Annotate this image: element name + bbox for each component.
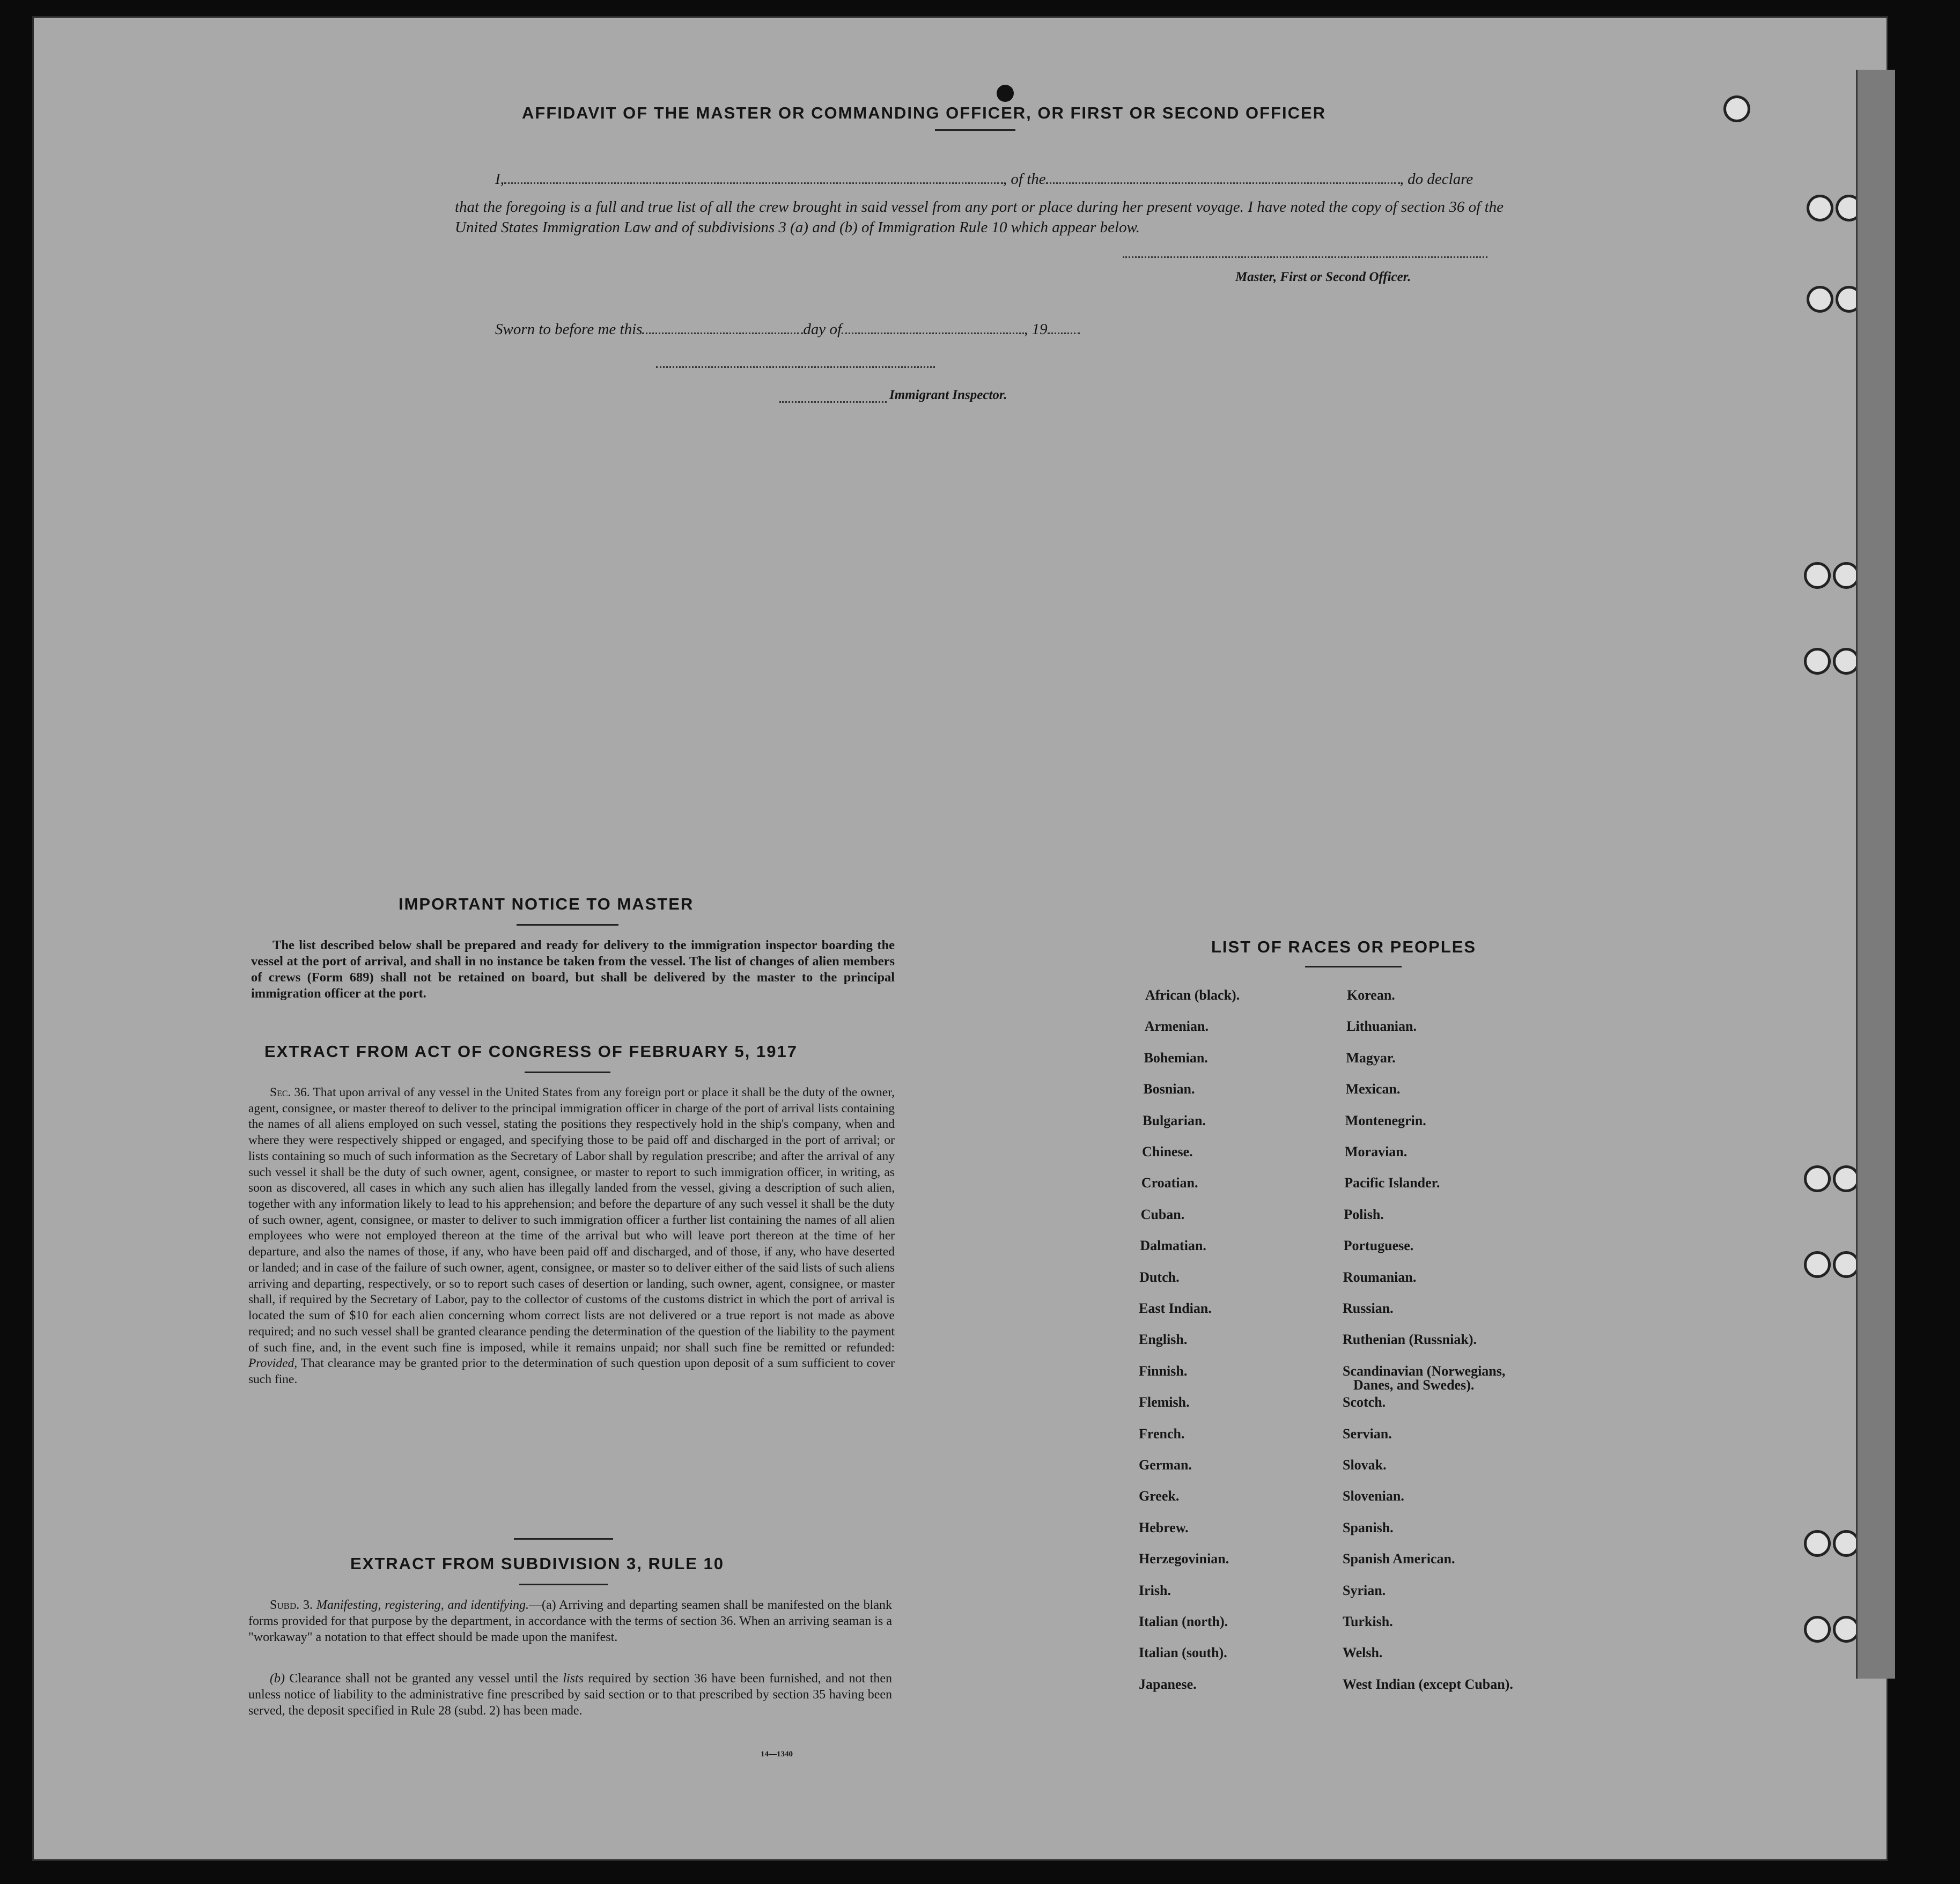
- race-item: Magyar.: [1346, 1050, 1396, 1066]
- race-item: English.: [1139, 1332, 1188, 1348]
- affidavit-body: that the foregoing is a full and true list of all the crew brought in said vessel from any port or place during her present voyage. I have noted the copy of section 36 of the United States Immigration Law and of subdivisions 3 (a) and (b) of Immigration Rule 10 which appear below.: [455, 198, 1504, 236]
- race-item: Hebrew.: [1139, 1519, 1189, 1535]
- race-item: Flemish.: [1139, 1394, 1190, 1410]
- race-item: Dutch.: [1139, 1269, 1180, 1285]
- rule-heading: EXTRACT FROM SUBDIVISION 3, RULE 10: [350, 1554, 724, 1573]
- act-body-text: That upon arrival of any vessel in the United States from any foreign port or place it shall be the duty of the owner, agent, consignee, or master thereof to deliver to the principal immigration officer in charge of the port of arrival lists containing the names of all aliens employed on such vessel, stating the positions they respectively hold in the ship's company, when and where they were respectively shipped or engaged, and specifying those to be paid off and discharged in the port of arrival; or lists containing so much of such information as the Secretary of Labor shall by regulation prescribe; and after the arrival of any such vessel it shall be the duty of such owner, agent, consignee, or master to report to such immigration officer, in writing, as soon as discovered, all cases in which any such alien has illegally landed from the vessel, giving a description of such alien, together with any information likely to lead to his apprehension; and before the departure of any such vessel it shall be the duty of such owner, agent, consignee, or master to deliver to such immigration officer a further list containing the names of all alien employees who were not employed thereon at the time of the arrival but who will leave port thereon at the time of her departure, and also the names of those, if any, who have been paid off and discharged, and of those, if any, who have deserted or landed; and in case of the failure of such owner, agent, consignee, or master so to deliver either of the said lists of such aliens arriving and departing, respectively, or so to report such cases of desertion or landing, such owner, agent, consignee, or master shall, if required by the Secretary of Labor, pay to the collector of customs of the customs district in which the port of arrival is located the sum of $10 for each alien concerning whom correct lists are not delivered or a true report is not made as above required; and no such vessel shall be granted clearance pending the determination of the question of the liability to the payment of such fine, and, in the event such fine is imposed, while it remains unpaid; nor shall such fine be remitted or refunded:: [248, 1085, 895, 1355]
- race-item: Slovenian.: [1343, 1488, 1404, 1504]
- race-item: Japanese.: [1139, 1676, 1197, 1692]
- rule-para-a-text: —(a) Arriving and departing seamen shall be manifested on the blank forms provided for that purpose by the department, in accordance with the terms of section 36. When an arriving seaman is a "workaway" a notation to that effect should be made upon the manifest.: [248, 1598, 892, 1645]
- rule-b-lists: lists: [563, 1672, 584, 1686]
- punch-hole-pair: [1804, 648, 1863, 675]
- race-item: Servian.: [1343, 1425, 1392, 1442]
- race-item: Bohemian.: [1144, 1050, 1208, 1066]
- act-end-rule: [514, 1538, 613, 1540]
- affidavit-heading-rule: [935, 129, 1015, 131]
- document-sheet: [32, 16, 1888, 1861]
- rule-b-text-1: Clearance shall not be granted any vessel until the: [289, 1672, 558, 1686]
- sworn-line: [495, 321, 1080, 338]
- act-provided-label: Provided,: [248, 1356, 298, 1371]
- race-item: Ruthenian (Russniak).: [1343, 1332, 1477, 1348]
- punch-hole-pair: [1804, 1530, 1863, 1557]
- punch-hole-pair: [1804, 1165, 1863, 1192]
- act-sec-label: Sec. 36.: [270, 1085, 310, 1099]
- race-item: Irish.: [1139, 1582, 1171, 1598]
- page-edge-strip: [1856, 70, 1895, 1679]
- punch-hole-pair: [1804, 562, 1863, 589]
- race-item: Polish.: [1344, 1206, 1384, 1222]
- sworn-year-blank[interactable]: [1048, 333, 1080, 334]
- affidavit-of-the-label: , of the: [1003, 171, 1046, 188]
- rule-subd-title: Manifesting, registering, and identifying.: [316, 1598, 529, 1612]
- sworn-label: Sworn to before me this: [495, 321, 643, 338]
- act-body-end: That clearance may be granted prior to the determination of such question upon deposit of a sum sufficient to cover such fine.: [248, 1356, 895, 1386]
- affidavit-vessel-blank[interactable]: [1046, 182, 1400, 184]
- race-item: Pacific Islander.: [1344, 1175, 1440, 1191]
- sworn-month-blank[interactable]: [842, 333, 1024, 334]
- sworn-day-blank[interactable]: [642, 333, 803, 334]
- rule-subd-label: Subd. 3.: [270, 1598, 313, 1612]
- act-body: [248, 1085, 895, 1388]
- race-item: Scotch.: [1343, 1394, 1386, 1410]
- punch-hole-pair: [1804, 1251, 1863, 1278]
- race-item: Mexican.: [1345, 1081, 1401, 1097]
- notice-heading: IMPORTANT NOTICE TO MASTER: [399, 895, 694, 913]
- form-number: 14—1340: [761, 1750, 793, 1759]
- race-item: Scandinavian (Norwegians,: [1343, 1363, 1506, 1379]
- affidavit-name-blank[interactable]: [504, 182, 1003, 184]
- race-item: Spanish.: [1343, 1519, 1394, 1535]
- race-item: Roumanian.: [1343, 1269, 1417, 1285]
- race-item: German.: [1139, 1457, 1192, 1473]
- signature-blank[interactable]: [1123, 256, 1487, 258]
- race-item: Dalmatian.: [1140, 1238, 1206, 1254]
- ink-dot: [997, 85, 1014, 102]
- race-item: Croatian.: [1141, 1175, 1198, 1191]
- act-heading: EXTRACT FROM ACT OF CONGRESS OF FEBRUARY 5, 1917: [264, 1042, 798, 1061]
- race-item: Moravian.: [1345, 1144, 1408, 1159]
- race-item: African (black).: [1145, 987, 1240, 1003]
- race-item: Italian (south).: [1139, 1645, 1227, 1661]
- race-item: Spanish American.: [1343, 1551, 1455, 1567]
- race-item: Cuban.: [1140, 1206, 1185, 1222]
- race-item: Danes, and Swedes).: [1353, 1377, 1475, 1393]
- race-item: Turkish.: [1343, 1614, 1393, 1629]
- races-heading-rule: [1305, 966, 1402, 967]
- race-item: Bosnian.: [1143, 1081, 1195, 1097]
- race-item: Welsh.: [1343, 1645, 1383, 1661]
- signature-label: Master, First or Second Officer.: [1235, 270, 1411, 284]
- affidavit-declare-label: , do declare: [1399, 171, 1473, 188]
- race-item: Lithuanian.: [1346, 1018, 1417, 1035]
- rule-para-b: [248, 1671, 892, 1719]
- rule-para-a: [248, 1597, 892, 1646]
- race-item: Armenian.: [1144, 1018, 1209, 1035]
- rule-b-text-2: required by section 36 have been furnished, and not then unless notice of liability to the administrative fine prescribed by said section or to that prescribed by section 35 having been served, the deposit specified in Rule 28 (subd. 2) has been made.: [248, 1672, 892, 1718]
- affidavit-i-label: I,: [495, 171, 504, 188]
- year-label: , 19: [1024, 321, 1048, 338]
- inspector-signature-blank[interactable]: [656, 366, 935, 368]
- race-item: Portuguese.: [1343, 1238, 1414, 1254]
- rule-b-label: (b): [270, 1672, 285, 1686]
- race-item: West Indian (except Cuban).: [1343, 1676, 1513, 1692]
- affidavit-heading: AFFIDAVIT OF THE MASTER OR COMMANDING OFFICER, OR FIRST OR SECOND OFFICER: [522, 104, 1327, 122]
- race-item: Bulgarian.: [1143, 1112, 1206, 1128]
- race-item: Finnish.: [1139, 1363, 1188, 1379]
- race-item: East Indian.: [1139, 1301, 1212, 1316]
- inspector-signature-blank-2[interactable]: [779, 401, 887, 403]
- race-item: Korean.: [1347, 987, 1395, 1003]
- rule-heading-rule: [519, 1584, 608, 1585]
- punch-hole-single: [1723, 95, 1782, 122]
- race-item: Greek.: [1139, 1488, 1180, 1504]
- affidavit-line-1: [495, 171, 1504, 188]
- day-of-label: day of: [803, 321, 842, 338]
- notice-heading-rule: [517, 924, 618, 926]
- race-item: Syrian.: [1343, 1582, 1386, 1598]
- race-item: Russian.: [1343, 1301, 1394, 1316]
- race-item: French.: [1139, 1425, 1185, 1442]
- inspector-label: Immigrant Inspector.: [889, 388, 1007, 402]
- races-heading: LIST OF RACES OR PEOPLES: [1211, 937, 1477, 956]
- race-item: Italian (north).: [1139, 1614, 1228, 1629]
- act-heading-rule: [525, 1072, 610, 1073]
- punch-hole-pair: [1804, 1616, 1863, 1643]
- race-item: Slovak.: [1343, 1457, 1387, 1473]
- race-item: Chinese.: [1142, 1144, 1193, 1159]
- notice-body: The list described below shall be prepared and ready for delivery to the immigration inspector boarding the vessel at the port of arrival, and shall in no instance be taken from the vessel. The list of changes of alien members of crews (Form 689) shall not be retained on board, but shall be delivered by the master to the principal immigration officer at the port.: [251, 938, 895, 1001]
- race-item: Herzegovinian.: [1139, 1551, 1229, 1567]
- race-item: Montenegrin.: [1345, 1112, 1426, 1128]
